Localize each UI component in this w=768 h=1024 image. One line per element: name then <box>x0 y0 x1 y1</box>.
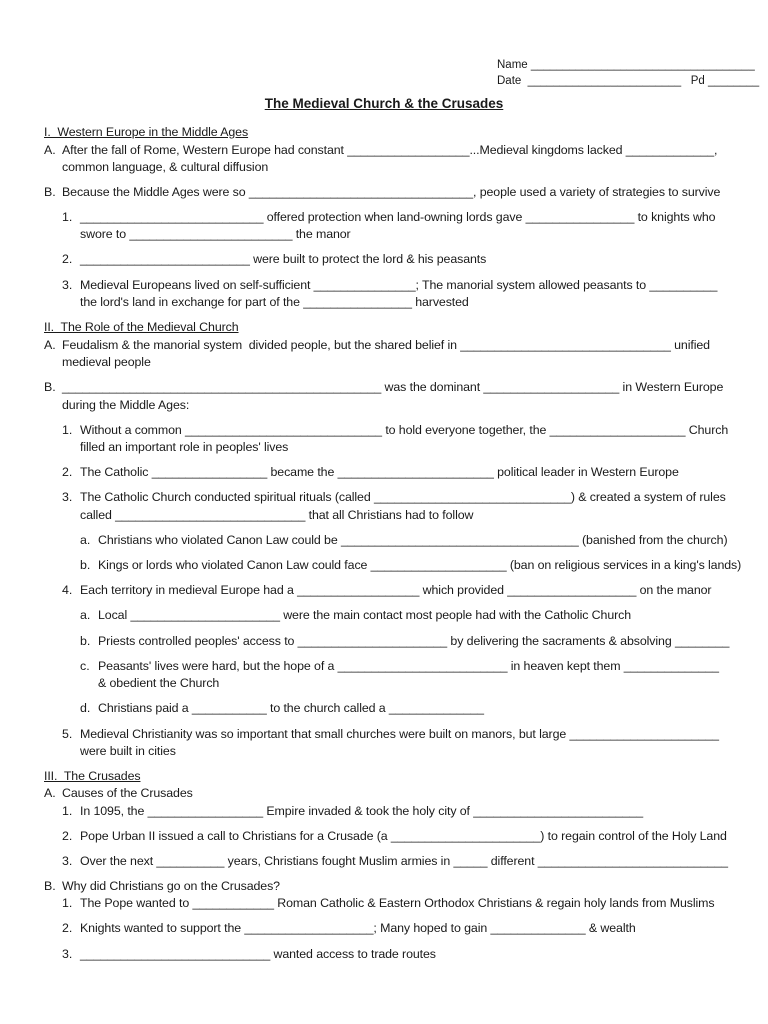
item-marker: c. <box>80 659 90 673</box>
item-marker: B. <box>44 879 56 893</box>
worksheet-line: during the Middle Ages: <box>62 398 190 412</box>
item-marker: a. <box>80 608 91 622</box>
worksheet-line: The Catholic Church conducted spiritual rituals (called _____________________________) & created a system of rules <box>80 490 726 504</box>
worksheet-line: Pope Urban II issued a call to Christians for a Crusade (a ______________________) to regain control of the Holy Land <box>80 829 727 843</box>
item-marker: 3. <box>62 490 73 504</box>
item-marker: 5. <box>62 727 73 741</box>
worksheet-line: _______________________________________________ was the dominant ____________________ in Western Europe <box>62 380 724 394</box>
item-marker: 3. <box>62 947 73 961</box>
item-marker: 1. <box>62 423 73 437</box>
worksheet-line: Causes of the Crusades <box>62 786 193 800</box>
worksheet-line: Each territory in medieval Europe had a __________________ which provided ___________________ on the manor <box>80 583 712 597</box>
item-marker: A. <box>44 143 56 157</box>
worksheet-line: Knights wanted to support the ___________________; Many hoped to gain ______________ & wealth <box>80 921 636 935</box>
worksheet-line: Christians paid a ___________ to the church called a ______________ <box>98 701 484 715</box>
worksheet-line: Christians who violated Canon Law could be ___________________________________ (banished from the church) <box>98 533 728 547</box>
item-marker: 3. <box>62 278 73 292</box>
worksheet-line: Because the Middle Ages were so _________________________________, people used a variety of strategies to survive <box>62 185 721 199</box>
worksheet-line: swore to ________________________ the manor <box>80 227 351 241</box>
item-marker: 2. <box>62 252 73 266</box>
name-field: Name ___________________________________ <box>497 59 755 71</box>
item-marker: 2. <box>62 921 73 935</box>
worksheet-line: Feudalism & the manorial system divided people, but the shared belief in _______________________________ unified <box>62 338 710 352</box>
item-marker: a. <box>80 533 91 547</box>
worksheet-line: After the fall of Rome, Western Europe had constant __________________...Medieval kingdoms lacked _____________, <box>62 143 718 157</box>
item-marker: 2. <box>62 465 73 479</box>
item-marker: 1. <box>62 210 73 224</box>
worksheet-line: Without a common _____________________________ to hold everyone together, the ____________________ Church <box>80 423 729 437</box>
item-marker: 4. <box>62 583 73 597</box>
worksheet-line: & obedient the Church <box>98 676 220 690</box>
worksheet-line: ____________________________ wanted access to trade routes <box>80 947 436 961</box>
date-period-field: Date ________________________ Pd ________ <box>497 75 760 87</box>
worksheet-line: Why did Christians go on the Crusades? <box>62 879 280 893</box>
worksheet-line: called ____________________________ that all Christians had to follow <box>80 508 474 522</box>
item-marker: 3. <box>62 854 73 868</box>
item-marker: A. <box>44 338 56 352</box>
item-marker: 1. <box>62 896 73 910</box>
section-heading: I. Western Europe in the Middle Ages <box>44 125 249 139</box>
item-marker: d. <box>80 701 91 715</box>
item-marker: B. <box>44 380 56 394</box>
worksheet-line: Local ______________________ were the main contact most people had with the Catholic Church <box>98 608 632 622</box>
worksheet-line: ___________________________ offered protection when land-owning lords gave ________________ to knights who <box>80 210 716 224</box>
worksheet-line: Priests controlled peoples' access to ______________________ by delivering the sacraments & absolving ________ <box>98 634 730 648</box>
item-marker: 1. <box>62 804 73 818</box>
worksheet-line: Kings or lords who violated Canon Law could face ____________________ (ban on religious services in a king's lands) <box>98 558 742 572</box>
item-marker: b. <box>80 634 91 648</box>
section-heading: II. The Role of the Medieval Church <box>44 320 239 334</box>
item-marker: B. <box>44 185 56 199</box>
section-heading: III. The Crusades <box>44 769 141 783</box>
worksheet-line: Over the next __________ years, Christians fought Muslim armies in _____ different ____________________________ <box>80 854 728 868</box>
worksheet-line: the lord's land in exchange for part of the ________________ harvested <box>80 295 469 309</box>
worksheet-line: Medieval Christianity was so important that small churches were built on manors, but large ______________________ <box>80 727 719 741</box>
worksheet-line: filled an important role in peoples' lives <box>80 440 289 454</box>
worksheet-line: _________________________ were built to protect the lord & his peasants <box>80 252 487 266</box>
item-marker: 2. <box>62 829 73 843</box>
worksheet-line: Peasants' lives were hard, but the hope of a _________________________ in heaven kept them ______________ <box>98 659 719 673</box>
worksheet-line: The Pope wanted to ____________ Roman Catholic & Eastern Orthodox Christians & regain holy lands from Muslims <box>80 896 715 910</box>
worksheet-line: The Catholic _________________ became the _______________________ political leader in Western Europe <box>80 465 679 479</box>
worksheet-line: medieval people <box>62 355 151 369</box>
worksheet-line: common language, & cultural diffusion <box>62 160 269 174</box>
worksheet-line: In 1095, the _________________ Empire invaded & took the holy city of _________________________ <box>80 804 644 818</box>
item-marker: A. <box>44 786 56 800</box>
worksheet-line: were built in cities <box>80 744 176 758</box>
page-title: The Medieval Church & the Crusades <box>264 96 504 111</box>
worksheet-line: Medieval Europeans lived on self-sufficient _______________; The manorial system allowed peasants to __________ <box>80 278 718 292</box>
item-marker: b. <box>80 558 91 572</box>
